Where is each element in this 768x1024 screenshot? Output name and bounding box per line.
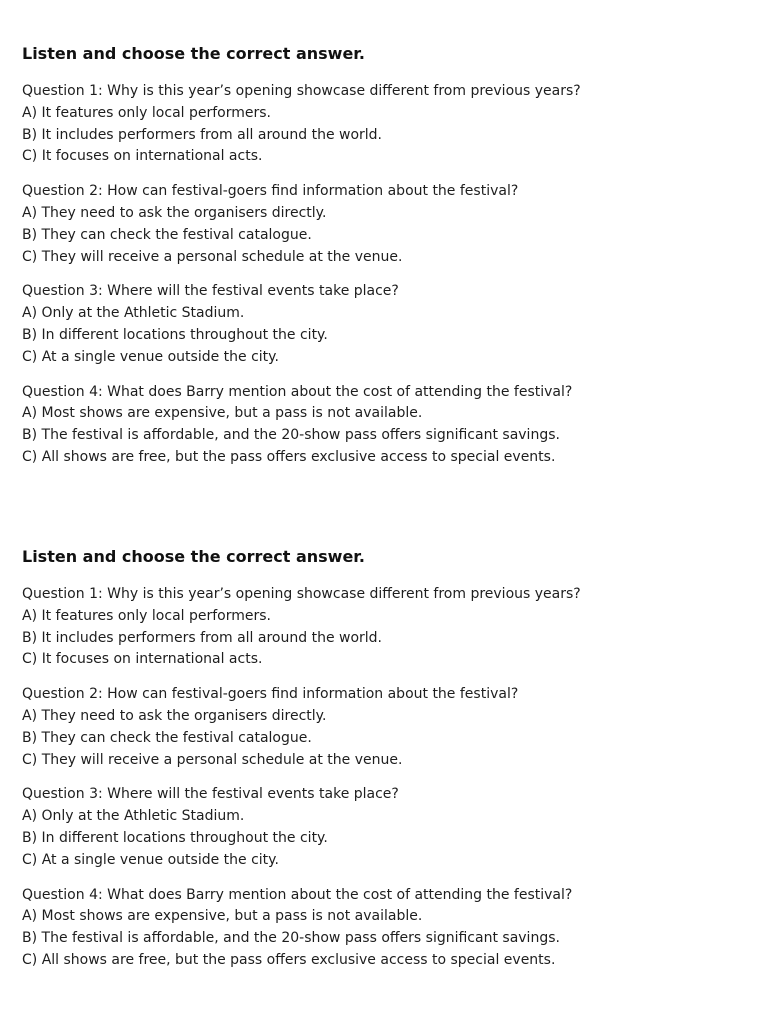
answer-option-b: B) The festival is affordable, and the 20-show pass offers significant savings.: [22, 427, 560, 444]
question-3: [22, 281, 742, 368]
answer-option-b: B) They can check the festival catalogue.: [22, 729, 312, 746]
answer-option-a: A) They need to ask the organisers directly.: [22, 707, 327, 724]
quiz-section-1: [22, 44, 742, 482]
answer-option-a: A) Most shows are expensive, but a pass is not available.: [22, 405, 423, 422]
answer-option-c: C) They will receive a personal schedule at the venue.: [22, 248, 403, 265]
answer-option-b: B) It includes performers from all around the world.: [22, 126, 383, 143]
question-text: Question 2: How can festival-goers find information about the festival?: [22, 183, 519, 200]
quiz-heading: Listen and choose the correct answer.: [22, 547, 365, 566]
question-text: Question 1: Why is this year’s opening showcase different from previous years?: [22, 83, 581, 99]
question-3: [22, 784, 742, 871]
quiz-heading: Listen and choose the correct answer.: [22, 44, 365, 63]
question-2: [22, 181, 742, 268]
question-text: Question 2: How can festival-goers find information about the festival?: [22, 686, 519, 703]
question-text: Question 1: Why is this year’s opening showcase different from previous years?: [22, 586, 581, 602]
answer-option-a: A) It features only local performers.: [22, 607, 271, 624]
answer-option-c: C) They will receive a personal schedule at the venue.: [22, 751, 403, 768]
answer-option-b: B) The festival is affordable, and the 20-show pass offers significant savings.: [22, 930, 560, 947]
question-text: Question 4: What does Barry mention about the cost of attending the festival?: [22, 383, 573, 400]
answer-option-a: A) Only at the Athletic Stadium.: [22, 808, 245, 825]
question-4: [22, 382, 742, 469]
question-1: [22, 81, 742, 168]
question-2: [22, 684, 742, 771]
answer-option-c: C) It focuses on international acts.: [22, 148, 263, 165]
question-4: [22, 885, 742, 972]
question-text: Question 3: Where will the festival events take place?: [22, 786, 399, 803]
question-text: Question 4: What does Barry mention about the cost of attending the festival?: [22, 886, 573, 903]
answer-option-b: B) In different locations throughout the city.: [22, 829, 328, 846]
answer-option-a: A) Only at the Athletic Stadium.: [22, 305, 245, 322]
question-text: Question 3: Where will the festival events take place?: [22, 283, 399, 300]
answer-option-c: C) It focuses on international acts.: [22, 651, 263, 668]
answer-option-c: C) All shows are free, but the pass offers exclusive access to special events.: [22, 951, 556, 968]
answer-option-a: A) They need to ask the organisers directly.: [22, 204, 327, 221]
answer-option-c: C) At a single venue outside the city.: [22, 851, 279, 868]
answer-option-b: B) It includes performers from all around the world.: [22, 629, 383, 646]
answer-option-a: A) Most shows are expensive, but a pass is not available.: [22, 908, 423, 925]
quiz-section-2: [22, 547, 742, 985]
answer-option-c: C) All shows are free, but the pass offers exclusive access to special events.: [22, 448, 556, 465]
answer-option-b: B) In different locations throughout the city.: [22, 326, 328, 343]
answer-option-c: C) At a single venue outside the city.: [22, 348, 279, 365]
answer-option-a: A) It features only local performers.: [22, 104, 271, 121]
answer-option-b: B) They can check the festival catalogue.: [22, 226, 312, 243]
question-1: [22, 584, 742, 671]
